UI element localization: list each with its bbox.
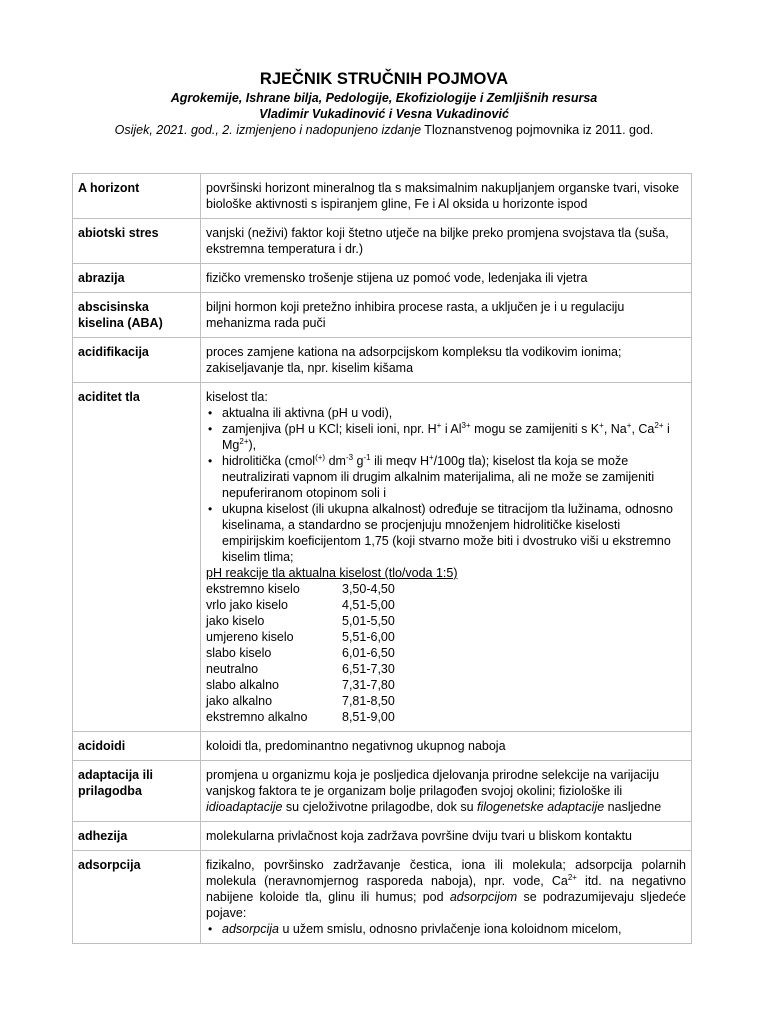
- superscript: 3+: [461, 420, 471, 430]
- document-header: [0, 68, 768, 138]
- list-item: [222, 421, 686, 453]
- ph-row: [206, 629, 395, 645]
- text-run: ili meqv H: [370, 454, 429, 468]
- ph-row: [206, 645, 395, 661]
- term: adhezija: [73, 822, 201, 851]
- definition: biljni hormon koji pretežno inhibira procese rasta, a uključen je i u regulaciju mehanizma rada puči: [201, 293, 692, 338]
- definition-adsorpcija: [201, 851, 692, 944]
- table-row: [73, 219, 692, 264]
- superscript: 2+: [654, 420, 664, 430]
- adsorpcija-list: [206, 921, 686, 937]
- superscript: +: [436, 420, 442, 430]
- ph-class: slabo alkalno: [206, 678, 279, 692]
- superscript: -3: [345, 452, 354, 462]
- definition-aciditet: [201, 383, 692, 732]
- italic-term: filogenetske adaptacije: [477, 800, 605, 814]
- ph-row: [206, 677, 395, 693]
- superscript: +: [626, 420, 632, 430]
- ph-row: [206, 581, 395, 597]
- term: abscisinska kiselina (ABA): [73, 293, 201, 338]
- text-run: hidrolitička (cmol: [222, 454, 316, 468]
- table-row: [73, 383, 692, 732]
- definition: proces zamjene kationa na adsorpcijskom kompleksu tla vodikovim ionima; zakiseljavanje tla, npr. kiselim kišama: [201, 338, 692, 383]
- text-run: mogu se zamijeniti s K: [470, 422, 600, 436]
- table-row: [73, 338, 692, 383]
- text-run: , Ca: [631, 422, 655, 436]
- superscript: +: [428, 452, 434, 462]
- superscript: (+): [315, 452, 326, 462]
- term: abiotski stres: [73, 219, 201, 264]
- aciditet-intro: kiselost tla:: [206, 390, 268, 404]
- superscript: -1: [363, 452, 371, 462]
- table-row: [73, 822, 692, 851]
- ph-row: [206, 597, 395, 613]
- italic-term: adsorpcijom: [449, 890, 518, 904]
- ph-range: 8,51-9,00: [342, 710, 395, 724]
- definition: koloidi tla, predominantno negativnog ukupnog naboja: [201, 732, 692, 761]
- adsorpcija-text: [206, 857, 686, 921]
- text-run: fizikalno, površinsko zadržavanje čestica, iona ili molekula; adsorpcija polarnih molekula (neravnomjernog rasporeda naboja), npr. vode, Ca: [206, 858, 686, 888]
- ph-class: vrlo jako kiselo: [206, 598, 288, 612]
- ph-range: 7,81-8,50: [342, 694, 395, 708]
- ph-class: umjereno kiselo: [206, 630, 294, 644]
- text-run: zamjenjiva (pH u KCl; kiseli ioni, npr. H: [222, 422, 437, 436]
- text-run: u užem smislu, odnosno privlačenje iona koloidnom micelom,: [278, 922, 622, 936]
- ph-row: [206, 693, 395, 709]
- term: A horizont: [73, 174, 201, 219]
- table-row: [73, 264, 692, 293]
- text-run: se podrazumijevaju sljedeće pojave:: [206, 890, 686, 920]
- ph-class: jako alkalno: [206, 694, 273, 708]
- text-run: promjena u organizmu koja je posljedica djelovanja prirodne selekcije na varijaciju vanjskog faktora te je organizam bolje prilagođen svojoj okolini; fiziološke ili: [206, 768, 660, 798]
- text-run: ),: [248, 438, 257, 452]
- term: aciditet tla: [73, 383, 201, 732]
- ph-table: [206, 581, 395, 725]
- text-run: /100g tla); kiselost tla koja se može neutralizirati vapnom ili drugim alkalnim materijalima, ali ne može se zamijeniti nepuferiranom otopinom soli i: [222, 454, 655, 500]
- list-item: • aktualna ili aktivna (pH u vodi),: [222, 405, 686, 421]
- aciditet-list: [206, 405, 686, 565]
- definition: površinski horizont mineralnog tla s maksimalnim nakupljanjem organske tvari, visoke biološke aktivnosti s ispiranjem gline, Fe i Al oksida u horizonte ispod: [201, 174, 692, 219]
- ph-row: [206, 709, 395, 725]
- term: adsorpcija: [73, 851, 201, 944]
- list-item: [222, 453, 686, 501]
- edition-info-italic: Osijek, 2021. god., 2. izmjenjeno i nadopunjeno izdanje: [114, 123, 422, 137]
- term: abrazija: [73, 264, 201, 293]
- text-run: , Na: [603, 422, 627, 436]
- table-row: [73, 761, 692, 822]
- ph-range: 6,51-7,30: [342, 662, 395, 676]
- ph-class: jako kiselo: [206, 614, 265, 628]
- italic-term: adsorpcija: [222, 922, 279, 936]
- text-run: g: [353, 454, 364, 468]
- edition-info: [0, 122, 768, 138]
- definition-adaptacija: [201, 761, 692, 822]
- italic-term: idioadaptacije: [206, 800, 283, 814]
- definition: vanjski (neživi) faktor koji štetno utječe na biljke preko promjena svojstava tla (suša, ekstremna temperatura i dr.): [201, 219, 692, 264]
- term: acidoidi: [73, 732, 201, 761]
- ph-class: ekstremno kiselo: [206, 582, 300, 596]
- ph-row: [206, 613, 395, 629]
- list-item: • ukupna kiselost (ili ukupna alkalnost) određuje se titracijom tla lužinama, odnosno kiselinama, a standardno se procjenjuju množenjem hidrolitičke kiselosti empirijskim koeficijentom 1,75 (koji stvarno može biti i dvostruko viši u ekstremno kiselim tlima;: [222, 501, 686, 565]
- ph-heading: pH reakcije tla aktualna kiselost (tlo/voda 1:5): [206, 566, 458, 580]
- definition: molekularna privlačnost koja zadržava površine dviju tvari u bliskom kontaktu: [201, 822, 692, 851]
- table-row: [73, 174, 692, 219]
- ph-range: 5,51-6,00: [342, 630, 395, 644]
- list-item: [222, 921, 686, 937]
- superscript: 2+: [239, 436, 249, 446]
- text-run: su cjeloživotne prilagodbe, dok su: [282, 800, 478, 814]
- definition: fizičko vremensko trošenje stijena uz pomoć vode, ledenjaka ili vjetra: [201, 264, 692, 293]
- text-run: dm: [325, 454, 346, 468]
- ph-range: 5,01-5,50: [342, 614, 395, 628]
- ph-class: ekstremno alkalno: [206, 710, 308, 724]
- page-title: RJEČNIK STRUČNIH POJMOVA: [259, 70, 509, 88]
- ph-range: 6,01-6,50: [342, 646, 395, 660]
- ph-range: 3,50-4,50: [342, 582, 395, 596]
- authors: Vladimir Vukadinović i Vesna Vukadinović: [259, 107, 509, 121]
- table-row: [73, 851, 692, 944]
- edition-info-rest: Tloznanstvenog pojmovnika iz 2011. god.: [421, 123, 654, 137]
- ph-row: [206, 661, 395, 677]
- table-row: [73, 293, 692, 338]
- text-run: i Al: [441, 422, 462, 436]
- glossary-table: [72, 173, 692, 944]
- text-run: itd. na negativno nabijene koloide tla, glinu ili humus; pod: [206, 874, 686, 904]
- text-run: nasljedne: [604, 800, 662, 814]
- term: adaptacija ili prilagodba: [73, 761, 201, 822]
- ph-class: slabo kiselo: [206, 646, 272, 660]
- page-subtitle: Agrokemije, Ishrane bilja, Pedologije, Ekofiziologije i Zemljišnih resursa: [170, 91, 598, 105]
- ph-range: 4,51-5,00: [342, 598, 395, 612]
- ph-class: neutralno: [206, 662, 259, 676]
- text-run: i Mg: [222, 422, 670, 452]
- table-row: [73, 732, 692, 761]
- superscript: 2+: [567, 872, 577, 882]
- term: acidifikacija: [73, 338, 201, 383]
- superscript: +: [599, 420, 604, 430]
- ph-range: 7,31-7,80: [342, 678, 395, 692]
